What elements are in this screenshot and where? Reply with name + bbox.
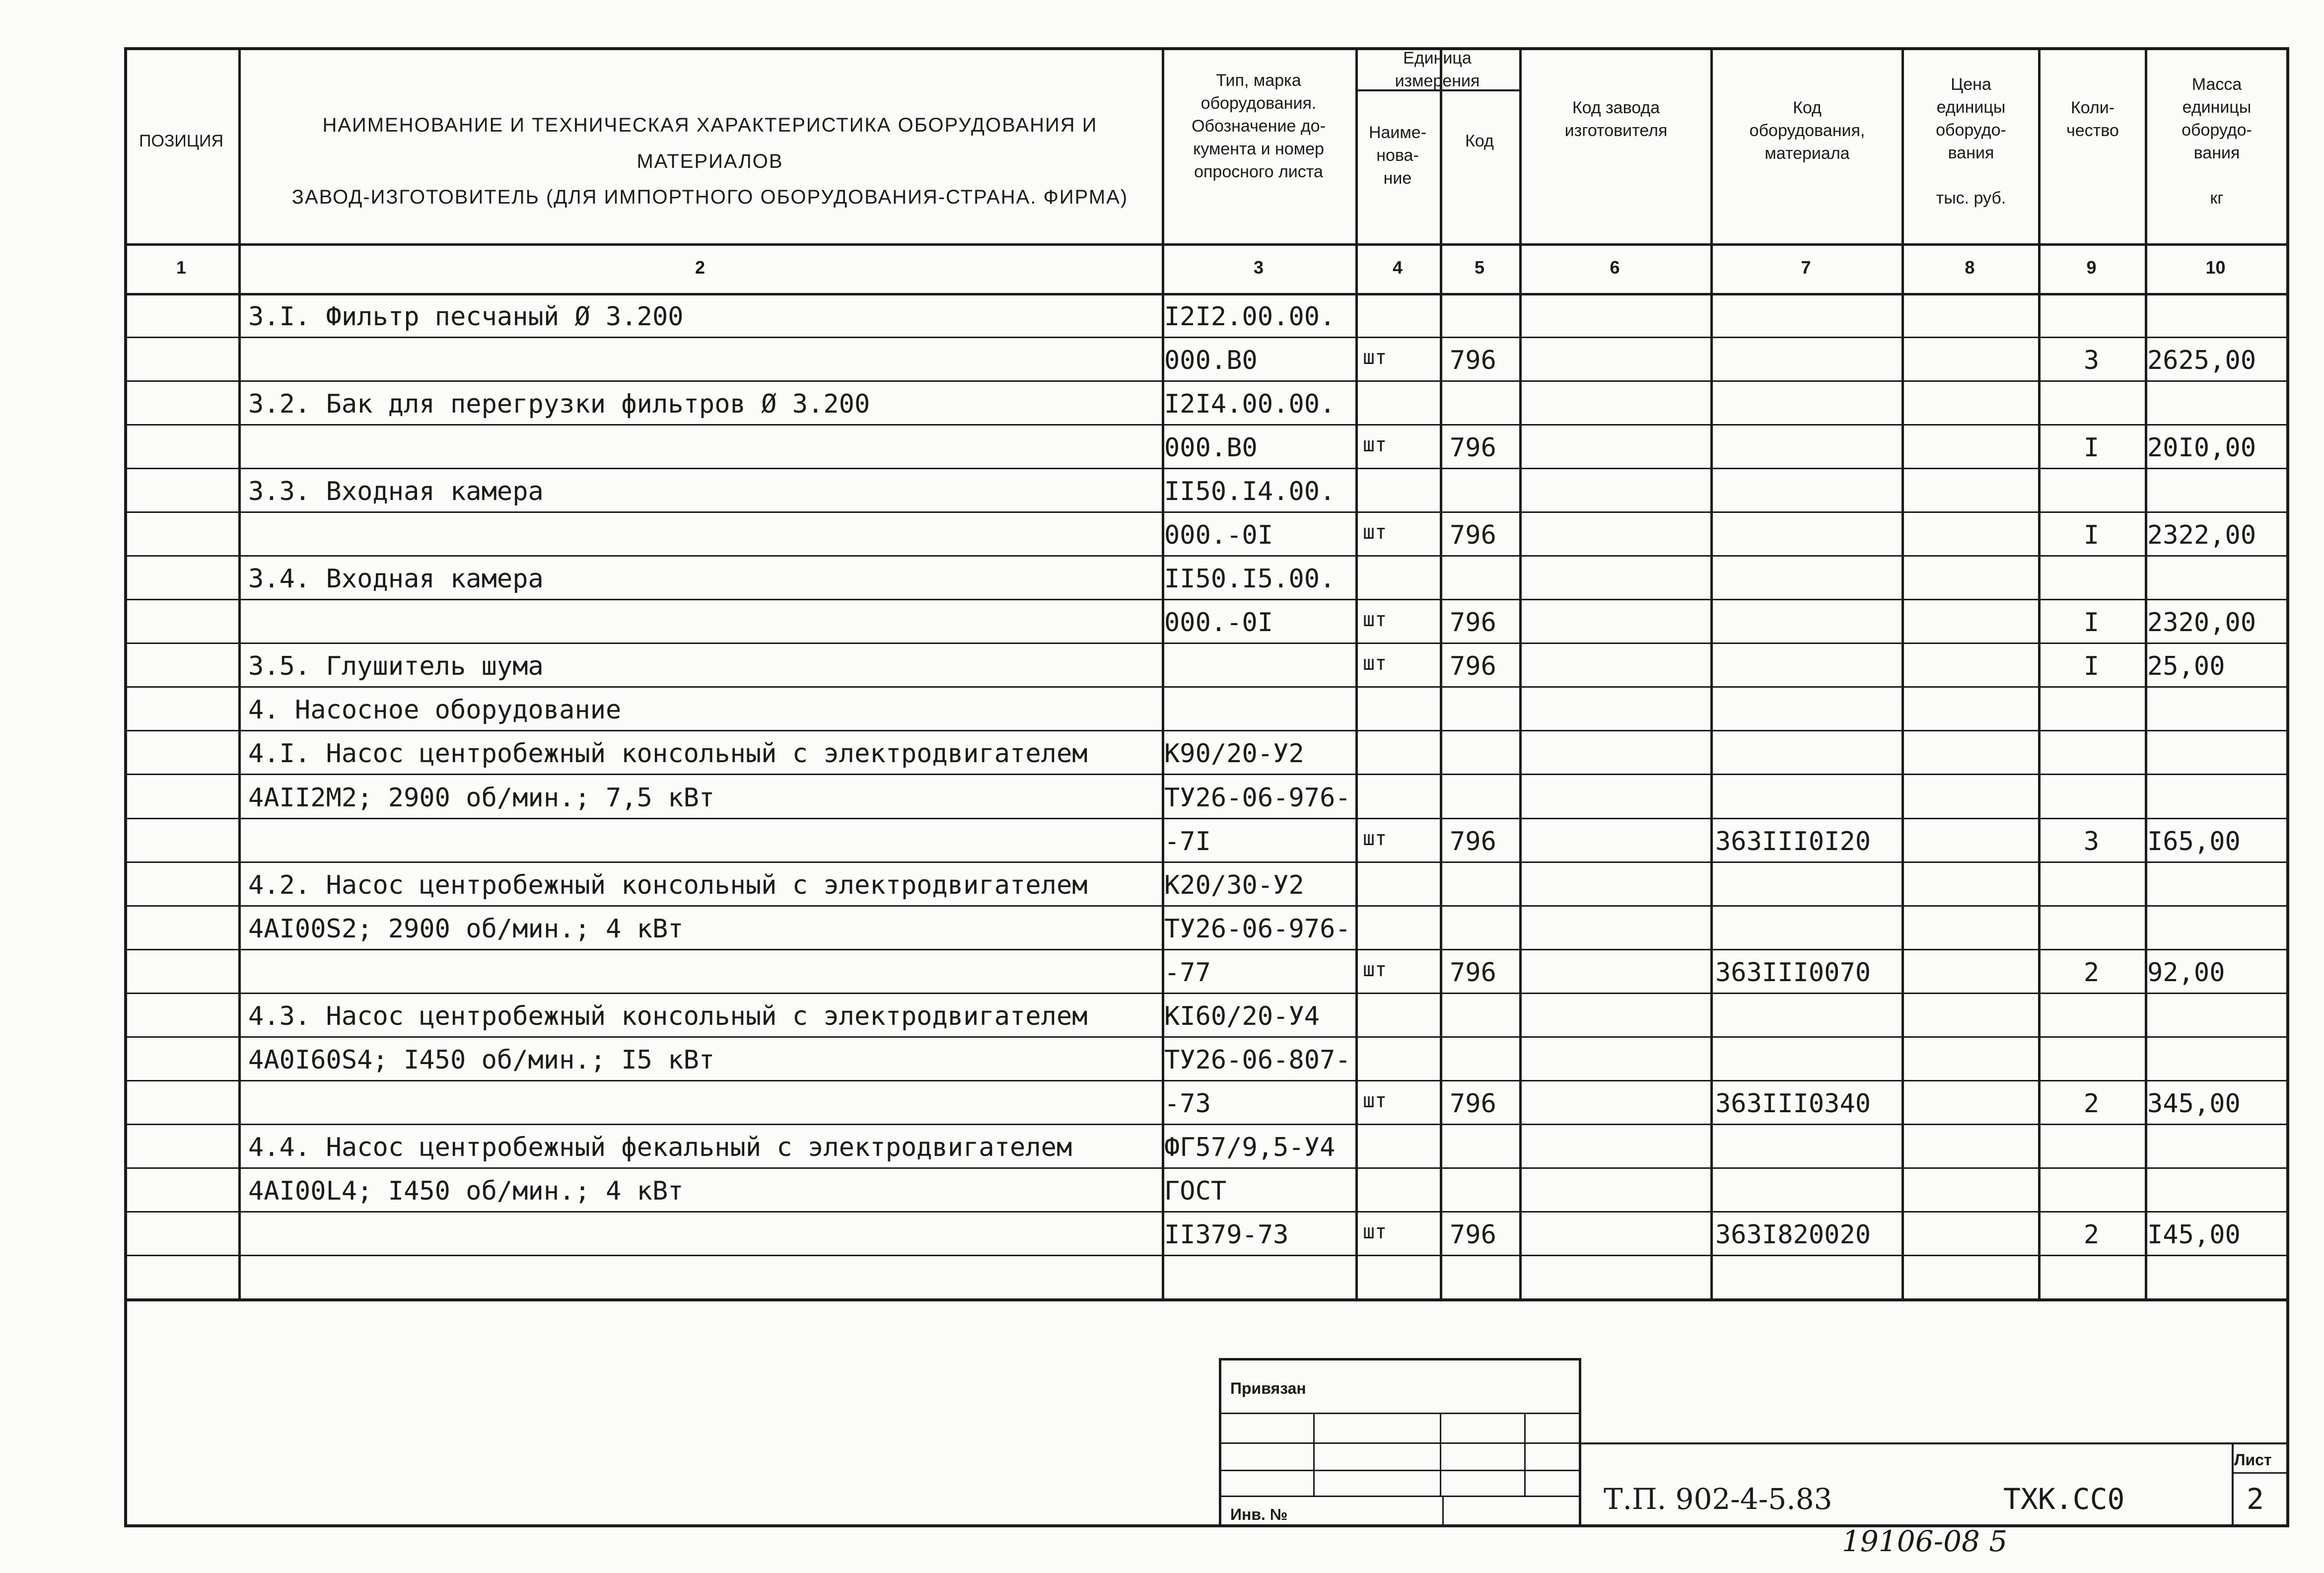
cell-qty: 3 [2083, 826, 2100, 857]
row-divider [124, 686, 2286, 688]
cell-code: 796 [1450, 1219, 1496, 1250]
row-divider [124, 337, 2286, 338]
cell-name: 4АII2М2; 2900 об/мин.; 7,5 кВт [248, 783, 715, 813]
cell-unit: шт [1363, 608, 1387, 632]
column-number: 6 [1610, 257, 1620, 278]
header-position: ПОЗИЦИЯ [139, 132, 223, 150]
cell-type: I2I4.00.00. [1164, 389, 1336, 420]
row-divider [124, 511, 2286, 513]
tb-col [1524, 1413, 1526, 1497]
cell-equip-code: 363III0070 [1715, 957, 1871, 988]
cell-unit: шт [1363, 652, 1387, 675]
header-mass: Масса единицы оборудо- вания кг [2182, 75, 2252, 208]
row-divider [124, 1080, 2286, 1081]
column-divider [238, 47, 241, 1298]
cell-mass: 20I0,00 [2147, 433, 2256, 463]
cell-type: 000.B0 [1164, 346, 1258, 376]
cell-unit: шт [1363, 1220, 1387, 1243]
header-price: Цена единицы оборудо- вания тыс. руб. [1936, 75, 2006, 208]
cell-unit: шт [1363, 1089, 1387, 1112]
cell-type: 000.B0 [1164, 433, 1258, 463]
cell-qty: 2 [2083, 1088, 2100, 1119]
cell-mass: 2320,00 [2147, 608, 2256, 638]
cell-type: ТУ26-06-807- [1164, 1045, 1351, 1075]
cell-qty: 2 [2083, 957, 2100, 988]
tb-left [1219, 1358, 1221, 1524]
cell-name: 4АI00L4; I450 об/мин.; 4 кВт [248, 1176, 684, 1206]
header-type: Тип, марка оборудования. Обозначение до- кумента и номер опросного листа [1192, 71, 1326, 181]
cell-type: II50.I5.00. [1164, 564, 1336, 594]
row-divider [124, 599, 2286, 600]
cell-mass: 345,00 [2147, 1088, 2241, 1119]
sheet-box-divider [2232, 1472, 2286, 1474]
stamp-top [1579, 1442, 2286, 1444]
cell-type: II379-73 [1164, 1219, 1289, 1250]
cell-qty: I [2083, 608, 2100, 638]
cell-qty: 3 [2083, 346, 2100, 376]
cell-mass: 2322,00 [2147, 520, 2256, 551]
header-unit-code: Код [1465, 132, 1494, 150]
cell-type: К90/20-У2 [1164, 739, 1304, 769]
row-divider [124, 380, 2286, 382]
numbers-bottom [124, 293, 2286, 295]
cell-type: 000.-0I [1164, 520, 1273, 551]
frame-top [124, 47, 2286, 50]
cell-mass: 2625,00 [2147, 346, 2256, 376]
column-number: 4 [1392, 257, 1403, 278]
cell-code: 796 [1450, 1088, 1496, 1119]
row-divider [124, 1255, 2286, 1256]
column-divider [1519, 47, 1522, 1298]
cell-mass: 25,00 [2147, 651, 2225, 682]
column-divider [1901, 47, 1904, 1298]
column-number: 10 [2205, 257, 2226, 278]
cell-name: 4.4. Насос центробежный фекальный с электродвигателем [248, 1132, 1072, 1162]
column-number: 2 [695, 257, 705, 278]
row-divider [124, 861, 2286, 863]
cell-type: -73 [1164, 1088, 1211, 1119]
cell-name: 3.4. Входная камера [248, 564, 544, 594]
row-divider [124, 468, 2286, 469]
column-divider [1440, 47, 1442, 1298]
row-divider [124, 643, 2286, 644]
row-divider [124, 424, 2286, 426]
cell-qty: I [2083, 520, 2100, 551]
frame-right [2286, 47, 2289, 1524]
column-number: 3 [1253, 257, 1264, 278]
cell-code: 796 [1450, 957, 1496, 988]
cell-code: 796 [1450, 608, 1496, 638]
row-divider [124, 555, 2286, 557]
sheet-label: Лист [2234, 1451, 2272, 1469]
header-equip-code: Код оборудования, материала [1749, 98, 1865, 163]
row-divider [124, 993, 2286, 994]
cell-qty: I [2083, 651, 2100, 682]
inventory-label: Инв. № [1230, 1505, 1288, 1523]
column-number: 8 [1965, 257, 1975, 278]
cell-name: 3.2. Бак для перегрузки фильтров Ø 3.200 [248, 389, 870, 420]
cell-equip-code: 363III0340 [1715, 1088, 1871, 1119]
header-unit-group: Единица измерения [1395, 49, 1480, 90]
column-divider [1710, 47, 1713, 1298]
cell-type: ФГ57/9,5-У4 [1164, 1132, 1336, 1162]
column-divider [1355, 47, 1358, 1298]
cell-name: 4.3. Насос центробежный консольный с электродвигателем [248, 1001, 1088, 1031]
row-divider [124, 1124, 2286, 1125]
cell-mass: I65,00 [2147, 826, 2241, 857]
cell-mass: I45,00 [2147, 1219, 2241, 1250]
header-name-line1: НАИМЕНОВАНИЕ И ТЕХНИЧЕСКАЯ ХАРАКТЕРИСТИКА ОБОРУДОВАНИЯ И [322, 114, 1098, 136]
cell-equip-code: 363III0I20 [1715, 826, 1871, 857]
cell-qty: 2 [2083, 1219, 2100, 1250]
cell-name: 4. Насосное оборудование [248, 695, 622, 725]
cell-unit: шт [1363, 433, 1387, 457]
cell-name: 3.3. Входная камера [248, 477, 544, 507]
cell-code: 796 [1450, 826, 1496, 857]
tb-col [1442, 1496, 1444, 1524]
cell-type: I2I2.00.00. [1164, 302, 1336, 332]
column-number: 1 [176, 257, 187, 278]
row-divider [124, 1036, 2286, 1038]
cell-type: -7I [1164, 826, 1211, 857]
header-factory-code: Код завода изготовителя [1564, 98, 1668, 140]
cell-qty: I [2083, 433, 2100, 463]
cell-unit: шт [1363, 346, 1387, 369]
cell-name: 4АI00S2; 2900 об/мин.; 4 кВт [248, 914, 684, 944]
row-divider [124, 905, 2286, 907]
tb-col [1313, 1413, 1315, 1497]
cell-type: II50.I4.00. [1164, 477, 1336, 507]
header-unit-name: Наиме- нова- ние [1368, 123, 1427, 188]
row-divider [124, 1211, 2286, 1213]
cell-type: -77 [1164, 957, 1211, 988]
row-divider [124, 1167, 2286, 1169]
cell-type: К20/30-У2 [1164, 870, 1304, 900]
cell-type: ТУ26-06-976- [1164, 914, 1351, 944]
header-quantity: Коли- чество [2066, 98, 2119, 140]
cell-code: 796 [1450, 433, 1496, 463]
table-bottom [124, 1298, 2286, 1301]
header-name-line3: ЗАВОД-ИЗГОТОВИТЕЛЬ (ДЛЯ ИМПОРТНОГО ОБОРУДОВАНИЯ-СТРАНА. ФИРМА) [291, 186, 1128, 208]
tb-col [1440, 1413, 1441, 1497]
column-number: 9 [2086, 257, 2097, 278]
cell-equip-code: 363I820020 [1715, 1219, 1871, 1250]
header-bottom [124, 243, 2286, 246]
cell-unit: шт [1363, 958, 1387, 981]
cell-name: 4А0I60S4; I450 об/мин.; I5 кВт [248, 1045, 715, 1075]
cell-unit: шт [1363, 521, 1387, 544]
cell-mass: 92,00 [2147, 957, 2225, 988]
sheet-number: 2 [2247, 1482, 2264, 1516]
cell-name: 4.2. Насос центробежный консольный с электродвигателем [248, 870, 1088, 900]
row-divider [124, 818, 2286, 819]
cell-code: 796 [1450, 651, 1496, 682]
cell-type: ТУ26-06-976- [1164, 783, 1351, 813]
column-number: 5 [1474, 257, 1485, 278]
cell-name: 3.5. Глушитель шума [248, 651, 544, 682]
tb-top [1219, 1358, 1579, 1360]
bound-label: Привязан [1230, 1379, 1306, 1397]
sheet-box-left [2232, 1442, 2234, 1524]
header-name-line2: МАТЕРИАЛОВ [636, 150, 783, 172]
row-divider [124, 730, 2286, 731]
row-divider [124, 949, 2286, 950]
cell-type: КI60/20-У4 [1164, 1001, 1320, 1031]
cell-unit: шт [1363, 827, 1387, 850]
project-number: Т.П. 902-4-5.83 [1604, 1482, 1832, 1516]
cell-code: 796 [1450, 520, 1496, 551]
tb-right [1579, 1358, 1581, 1524]
cell-name: 3.I. Фильтр песчаный Ø 3.200 [248, 302, 684, 332]
column-number: 7 [1801, 257, 1811, 278]
cell-name: 4.I. Насос центробежный консольный с электродвигателем [248, 739, 1088, 769]
row-divider [124, 774, 2286, 775]
archive-number: 19106-08 5 [1842, 1524, 2008, 1558]
document-code: ТХК.СС0 [2003, 1482, 2125, 1516]
cell-code: 796 [1450, 346, 1496, 376]
cell-type: 000.-0I [1164, 608, 1273, 638]
cell-type: ГОСТ [1164, 1176, 1227, 1206]
